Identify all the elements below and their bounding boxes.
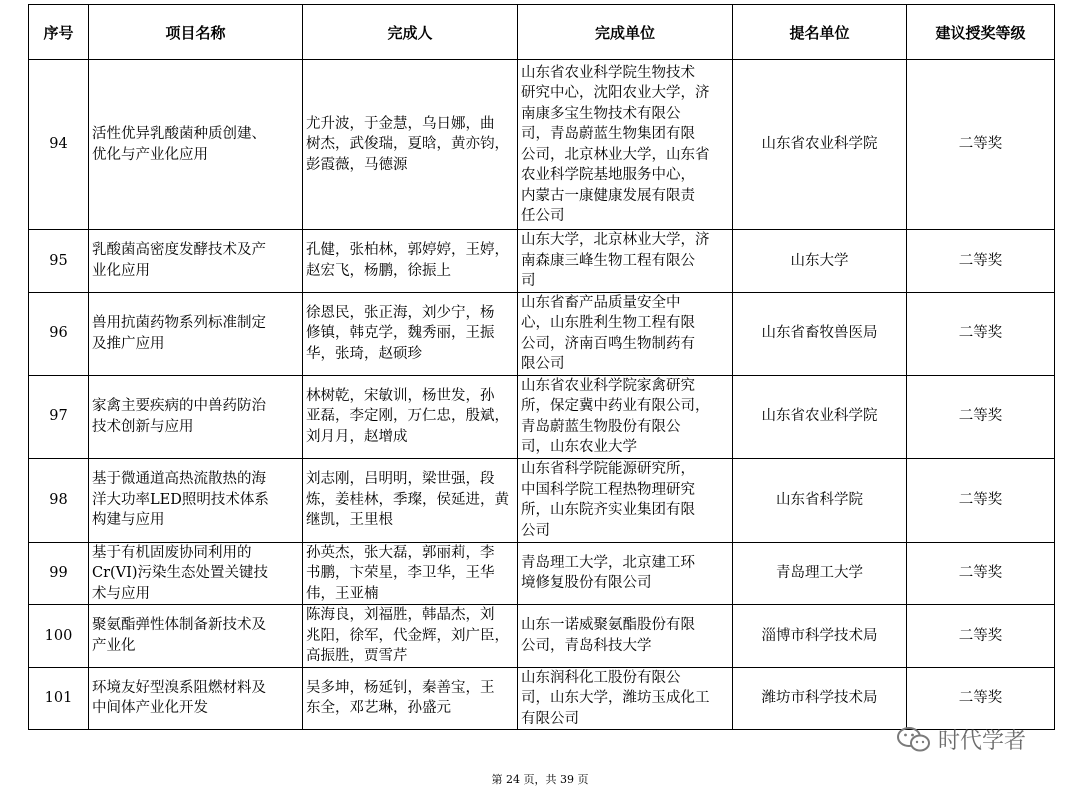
row-people: 陈海良，刘福胜，韩晶杰，刘 兆阳，徐军，代金辉，刘广臣， 高振胜，贾雪芹 [303,605,518,668]
row-people: 徐恩民，张正海，刘少宁，杨 修镇，韩克学，魏秀丽，王振 华，张琦，赵硕珍 [303,292,518,375]
row-units: 山东省农业科学院生物技术 研究中心，沈阳农业大学，济 南康多宝生物技术有限公 司，青岛蔚蓝生物集团有限 公司，北京林业大学，山东省 农业科学院基地服务中心， 内蒙古一康健康发展有限责 任公司 [518,60,733,230]
row-project: 乳酸菌高密度发酵技术及产 业化应用 [89,230,303,293]
row-index: 99 [29,542,89,605]
row-nominator: 淄博市科学技术局 [733,605,907,668]
header-nominator: 提名单位 [733,5,907,60]
row-nominator: 山东省畜牧兽医局 [733,292,907,375]
row-index: 94 [29,60,89,230]
row-index: 101 [29,667,89,730]
wechat-icon [896,726,932,754]
row-award: 二等奖 [907,542,1055,605]
table-row [29,60,1055,230]
row-people: 刘志刚，吕明明，梁世强，段 炼，姜桂林，季璨，侯延进，黄 继凯，王里根 [303,458,518,542]
row-award: 二等奖 [907,667,1055,730]
row-index: 96 [29,292,89,375]
row-award: 二等奖 [907,458,1055,542]
row-units: 山东润科化工股份有限公 司，山东大学，潍坊玉成化工 有限公司 [518,667,733,730]
row-units: 青岛理工大学，北京建工环 境修复股份有限公司 [518,542,733,605]
row-nominator: 山东省农业科学院 [733,375,907,458]
row-nominator: 山东省农业科学院 [733,60,907,230]
table-row [29,605,1055,668]
row-units: 山东省畜产品质量安全中 心，山东胜利生物工程有限 公司，济南百鸣生物制药有 限公司 [518,292,733,375]
row-nominator: 山东省科学院 [733,458,907,542]
row-award: 二等奖 [907,605,1055,668]
header-people: 完成人 [303,5,518,60]
row-award: 二等奖 [907,375,1055,458]
table-row [29,458,1055,542]
table-row [29,667,1055,730]
row-nominator: 青岛理工大学 [733,542,907,605]
row-project: 兽用抗菌药物系列标准制定 及推广应用 [89,292,303,375]
row-project: 环境友好型溴系阻燃材料及 中间体产业化开发 [89,667,303,730]
row-units: 山东一诺威聚氨酯股份有限 公司，青岛科技大学 [518,605,733,668]
header-units: 完成单位 [518,5,733,60]
row-project: 聚氨酯弹性体制备新技术及 产业化 [89,605,303,668]
table-header-row [29,5,1055,60]
watermark-text: 时代学者 [938,729,1027,754]
table-row [29,230,1055,293]
row-people: 林树乾，宋敏训，杨世发，孙 亚磊，李定刚，万仁忠，殷斌， 刘月月，赵增成 [303,375,518,458]
header-award: 建议授奖等级 [907,5,1055,60]
row-index: 97 [29,375,89,458]
row-nominator: 山东大学 [733,230,907,293]
row-nominator: 潍坊市科学技术局 [733,667,907,730]
table-row [29,375,1055,458]
row-award: 二等奖 [907,230,1055,293]
table-row [29,292,1055,375]
row-project: 家禽主要疾病的中兽药防治 技术创新与应用 [89,375,303,458]
row-project: 基于有机固废协同利用的 Cr(VI)污染生态处置关键技 术与应用 [89,542,303,605]
row-people: 孙英杰，张大磊，郭丽莉，李 书鹏，卞荣星，李卫华，王华 伟，王亚楠 [303,542,518,605]
row-units: 山东省农业科学院家禽研究 所，保定冀中药业有限公司， 青岛蔚蓝生物股份有限公 司，山东农业大学 [518,375,733,458]
header-project: 项目名称 [89,5,303,60]
row-people: 吴多坤，杨延钊，秦善宝，王 东全，邓艺琳，孙盛元 [303,667,518,730]
watermark [896,724,1026,755]
row-award: 二等奖 [907,292,1055,375]
row-units: 山东省科学院能源研究所， 中国科学院工程热物理研究 所，山东院齐实业集团有限 公司 [518,458,733,542]
row-award: 二等奖 [907,60,1055,230]
row-project: 活性优异乳酸菌种质创建、 优化与产业化应用 [89,60,303,230]
row-people: 尤升波，于金慧，乌日娜，曲 树杰，武俊瑞，夏晗，黄亦钧， 彭霞薇，马德源 [303,60,518,230]
header-index: 序号 [29,5,89,60]
row-people: 孔健，张柏林，郭婷婷，王婷， 赵宏飞，杨鹏，徐振上 [303,230,518,293]
row-index: 100 [29,605,89,668]
row-units: 山东大学，北京林业大学，济 南森康三峰生物工程有限公 司 [518,230,733,293]
row-index: 95 [29,230,89,293]
awards-table [28,4,1055,730]
row-index: 98 [29,458,89,542]
page-footer: 第 24 页，共 39 页 [491,773,589,786]
table-row [29,542,1055,605]
row-project: 基于微通道高热流散热的海 洋大功率LED照明技术体系 构建与应用 [89,458,303,542]
